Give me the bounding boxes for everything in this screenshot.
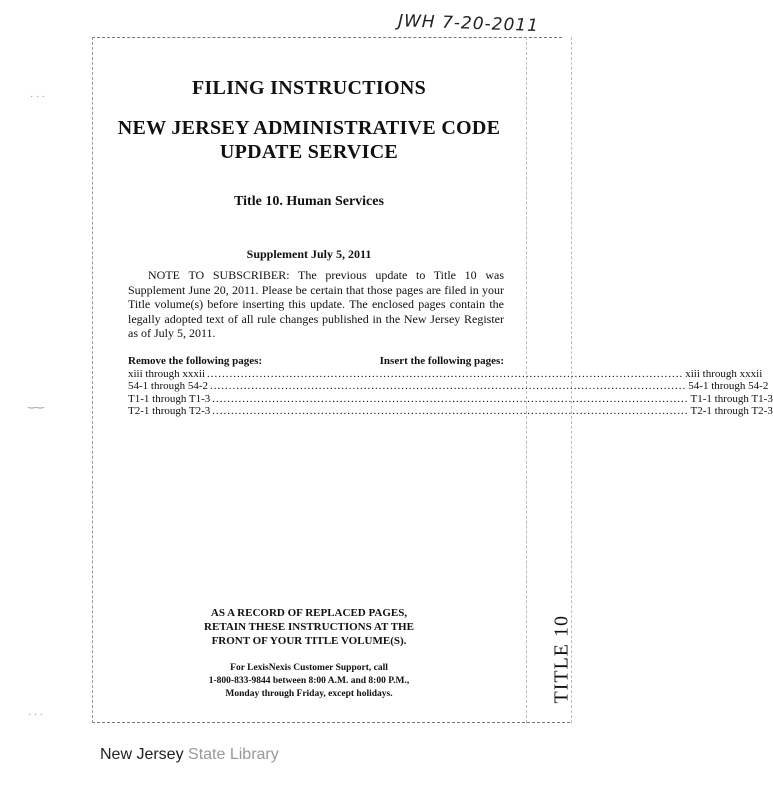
remove-pages: T2-1 through T2-3 [128,405,211,417]
subtitle-line-1: NEW JERSEY ADMINISTRATIVE CODE [117,117,501,139]
title-name: Title 10. Human Services [234,194,384,209]
spine-label: TITLE 10 [550,614,573,704]
supplement-date: Supplement July 5, 2011 [246,247,372,261]
leader-dots: ............................................................................................................................... [210,380,687,392]
subscriber-note: NOTE TO SUBSCRIBER: The previous update to Title 10 was Supplement June 20, 2011. Please be certain that those pages are filed in your Title volume(s) before inserting this update. The enclosed pages contain the legally adopted text of all rule changes published in the New Jersey Register as of July 5, 2011. [128,268,504,340]
scan-mark: ‿‿ [28,398,45,409]
record-notice-line-3: FRONT OF YOUR TITLE VOLUME(S). [211,635,407,647]
insert-pages: T2-1 through T2-3 [690,405,773,417]
customer-support-info [92,662,526,701]
record-notice-line-1: AS A RECORD OF REPLACED PAGES, [210,607,408,619]
pages-table [128,355,773,418]
remove-header: Remove the following pages: [128,355,263,367]
record-notice [92,606,526,648]
remove-pages: T1-1 through T1-3 [128,392,211,405]
leader-dots: ............................................................................................................................... [212,392,689,405]
scan-mark: · · · [30,92,45,103]
table-row [128,380,769,393]
leader-dots: ............................................................................................................................... [207,367,684,380]
support-line-1: For LexisNexis Customer Support, call [230,663,388,673]
insert-pages: T1-1 through T1-3 [690,392,773,405]
handwritten-date-note: JWH 7-20-2011 [397,11,540,37]
scan-mark: · · · [28,710,43,721]
document-subtitle [92,116,526,164]
library-stamp [100,746,279,764]
subtitle-line-2: UPDATE SERVICE [219,141,399,163]
support-line-2: 1-800-833-9844 between 8:00 A.M. and 8:00 P.M., [208,676,410,686]
top-border-rule [92,37,562,38]
insert-pages: xiii through xxxii [685,367,763,380]
remove-pages: 54-1 through 54-2 [128,380,209,392]
insert-header: Insert the following pages: [379,355,504,367]
document-title: FILING INSTRUCTIONS [191,77,427,99]
library-stamp-part-1: New Jersey [100,746,184,763]
leader-dots: ............................................................................................................................... [212,405,689,417]
library-stamp-part-2: State Library [188,746,279,763]
bottom-border-rule [92,722,570,723]
support-line-3: Monday through Friday, except holidays. [225,689,393,699]
table-row [128,392,773,406]
record-notice-line-2: RETAIN THESE INSTRUCTIONS AT THE [204,621,414,633]
table-row [128,405,773,418]
remove-pages: xiii through xxxii [128,367,205,380]
table-row [128,367,763,381]
pages-table-header [128,355,504,368]
insert-pages: 54-1 through 54-2 [688,380,769,392]
